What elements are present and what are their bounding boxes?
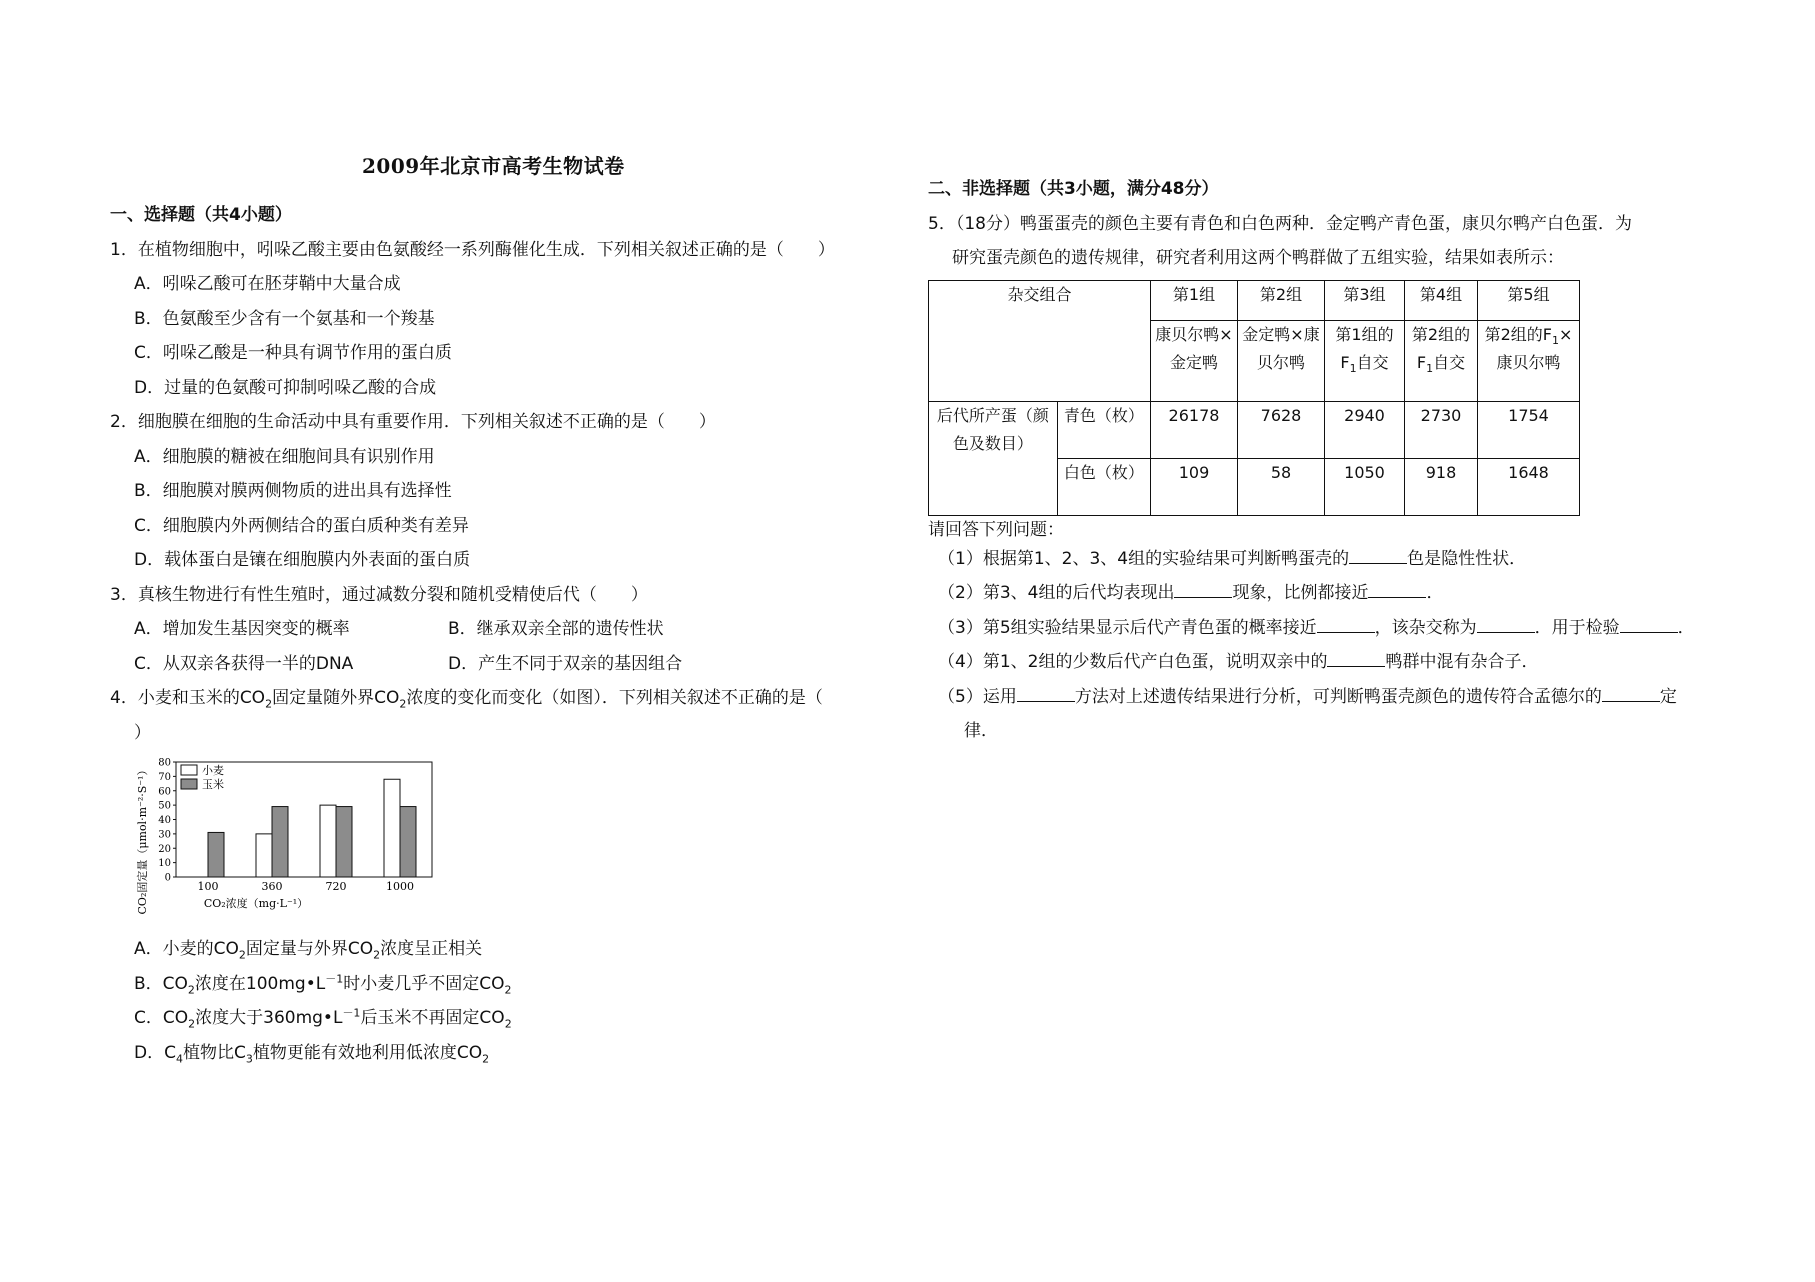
text: C．CO [134, 1008, 189, 1028]
q4-stem-part: 4．小麦和玉米的CO [110, 688, 266, 708]
sub-question-5-cont: 律． [964, 721, 998, 741]
y-tick-label: 0 [164, 872, 171, 884]
answer-blank[interactable] [1368, 579, 1426, 598]
subscript: 1 [1426, 362, 1434, 376]
q3-stem: 3．真核生物进行有性生殖时，通过减数分裂和随机受精使后代（ ） [110, 584, 648, 605]
q2-option-b: B．细胞膜对膜两侧物质的进出具有选择性 [134, 481, 452, 501]
text: 浓度呈正相关 [380, 939, 483, 959]
legend-swatch [181, 765, 197, 775]
answer-blank[interactable] [1620, 614, 1678, 633]
y-tick-label: 40 [158, 815, 171, 826]
answer-blank[interactable] [1349, 545, 1407, 564]
table-group-5: 第5组 [1478, 280, 1580, 321]
table-cell: 7628 [1238, 401, 1325, 458]
q3-option-c: C．从双亲各获得一半的DNA [134, 653, 354, 674]
right-column [928, 172, 1718, 749]
chart-svg [134, 752, 454, 932]
table-bai-label: 白色（枚） [1057, 458, 1150, 515]
answer-blank[interactable] [1317, 614, 1375, 633]
q4-option-a [110, 932, 900, 967]
q1-option-d: D．过量的色氨酸可抑制吲哚乙酸的合成 [134, 377, 437, 398]
answer-blank[interactable] [1602, 683, 1660, 702]
text: ，该杂交称为 [1374, 617, 1477, 638]
text: 固定量与外界CO [245, 939, 374, 959]
q2-option-d: D．载体蛋白是镶在细胞膜内外表面的蛋白质 [134, 550, 471, 570]
left-column [110, 198, 900, 1070]
table-qing-label: 青色（枚） [1057, 401, 1150, 458]
superscript: －1 [342, 1006, 361, 1020]
subscript: 2 [504, 1017, 512, 1031]
answer-blank[interactable] [1477, 614, 1535, 633]
table-cell: 918 [1405, 458, 1478, 515]
q4-stem [110, 681, 900, 716]
legend-label: 小麦 [202, 764, 224, 777]
q4-stem-part: 固定量随外界CO [272, 688, 400, 708]
text: ． [1426, 583, 1444, 603]
table-cross-2: 金定鸭×康贝尔鸭 [1238, 321, 1325, 401]
q1-option-a: A．吲哚乙酸可在胚芽鞘中大量合成 [134, 274, 401, 294]
table-cross-5 [1478, 321, 1580, 401]
text: 方法对上述遗传结果进行分析，可判断鸭蛋壳颜色的遗传符合孟德尔的 [1074, 686, 1602, 707]
table-cell: 109 [1151, 458, 1238, 515]
q1-option-b: B．色氨酸至少含有一个氨基和一个羧基 [134, 308, 435, 329]
bar-chart [134, 752, 454, 932]
table-row-qing [929, 401, 1580, 458]
text: 第1组的F [1335, 325, 1394, 373]
subscript: 2 [188, 1017, 196, 1031]
text: 鸭群中混有杂合子． [1385, 652, 1539, 672]
subscript: 2 [482, 1051, 490, 1065]
text: （2）第3、4组的后代均表现出 [938, 583, 1175, 603]
table-cell: 26178 [1151, 401, 1238, 458]
q2-stem: 2．细胞膜在细胞的生命活动中具有重要作用．下列相关叙述不正确的是（ ） [110, 412, 716, 432]
q3-options-row1 [110, 612, 900, 647]
q1-option-c: C．吲哚乙酸是一种具有调节作用的蛋白质 [134, 343, 452, 363]
text: ×康贝尔鸭 [1496, 325, 1573, 373]
y-tick-label: 20 [158, 843, 171, 855]
section2-heading: 二、非选择题（共3小题，满分48分） [928, 179, 1219, 199]
subscript: 2 [187, 982, 195, 996]
table-cell: 58 [1238, 458, 1325, 515]
q3-options-row2 [110, 647, 900, 682]
text: 第2组的F [1411, 325, 1471, 373]
text: ． [1677, 617, 1695, 638]
answer-blank[interactable] [1327, 648, 1385, 667]
sub-question-1 [928, 542, 1718, 577]
q5-stem-line2: 研究蛋壳颜色的遗传规律，研究者利用这两个鸭群做了五组实验，结果如表所示： [952, 248, 1564, 268]
legend-label: 玉米 [202, 778, 224, 791]
table-group-2: 第2组 [1238, 280, 1325, 321]
text: 时小麦几乎不固定CO [343, 973, 505, 994]
x-axis-label: CO₂浓度（mg·L⁻¹） [203, 897, 309, 910]
sub-question-4 [928, 645, 1718, 680]
table-cell: 2730 [1405, 401, 1478, 458]
q4-option-c [110, 1001, 900, 1036]
q3-option-d: D．产生不同于双亲的基因组合 [448, 653, 683, 674]
bar-玉米 [208, 832, 224, 877]
y-tick-label: 80 [158, 757, 171, 769]
text: （4）第1、2组的少数后代产白色蛋，说明双亲中的 [938, 652, 1328, 672]
text: 自交 [1356, 353, 1389, 373]
y-tick-label: 30 [158, 829, 171, 841]
text: 色是隐性性状． [1407, 548, 1527, 569]
table-group-3: 第3组 [1325, 280, 1405, 321]
text: 植物更能有效地利用低浓度CO [252, 1042, 483, 1063]
subscript: 2 [399, 697, 407, 711]
q3-option-b: B．继承双亲全部的遗传性状 [448, 619, 664, 639]
text: A．小麦的CO [134, 939, 239, 959]
y-tick-label: 10 [158, 858, 171, 870]
q4-option-d [110, 1036, 900, 1071]
text: B．CO [134, 973, 188, 994]
section1-heading: 一、选择题（共4小题） [110, 205, 292, 225]
x-tick-label: 720 [325, 880, 347, 893]
bar-玉米 [272, 807, 288, 877]
text: 浓度大于360mg•L [195, 1008, 343, 1028]
table-cross-1: 康贝尔鸭×金定鸭 [1151, 321, 1238, 401]
subscript: 1 [1551, 334, 1559, 348]
sub-question-2 [928, 576, 1718, 611]
table-cell: 2940 [1325, 401, 1405, 458]
bar-玉米 [336, 807, 352, 877]
bar-小麦 [256, 834, 272, 877]
table-cross-3 [1325, 321, 1405, 401]
text: 自交 [1433, 353, 1466, 373]
subscript: 1 [1349, 362, 1357, 376]
y-tick-label: 70 [158, 771, 171, 783]
y-tick-label: 50 [158, 800, 171, 812]
text: （5）运用 [938, 686, 1017, 707]
q4-stem-end: ） [134, 722, 151, 743]
answer-blank[interactable] [1174, 579, 1232, 598]
bar-小麦 [384, 779, 400, 877]
q3-option-a: A．增加发生基因突变的概率 [134, 619, 350, 639]
text: 第2组的F [1484, 325, 1552, 345]
y-axis-label: CO₂固定量（μmol·m⁻²·S⁻¹） [136, 764, 149, 915]
subscript: 2 [373, 948, 381, 962]
answer-blank[interactable] [1017, 683, 1075, 702]
table-group-4: 第4组 [1405, 280, 1478, 321]
page-title: 2009年北京市高考生物试卷 [362, 154, 625, 178]
q2-option-a: A．细胞膜的糖被在细胞间具有识别作用 [134, 446, 435, 467]
text: （3）第5组实验结果显示后代产青色蛋的概率接近 [938, 617, 1317, 638]
q4-option-b [110, 967, 900, 1002]
subscript: 3 [245, 1051, 253, 1065]
q5-stem-line1: 5．（18分）鸭蛋蛋壳的颜色主要有青色和白色两种．金定鸭产青色蛋，康贝尔鸭产白色蛋．为 [928, 213, 1632, 234]
table-cell: 1050 [1325, 458, 1405, 515]
bar-玉米 [400, 807, 416, 877]
superscript: －1 [325, 971, 344, 985]
answer-prompt: 请回答下列问题： [928, 519, 1064, 540]
table-row-label: 后代所产蛋（颜色及数目） [929, 401, 1058, 515]
subscript: 2 [265, 697, 273, 711]
bar-小麦 [320, 805, 336, 877]
x-tick-label: 100 [197, 880, 219, 893]
subscript: 2 [504, 982, 512, 996]
y-tick-label: 60 [158, 786, 171, 798]
sub-question-5 [928, 680, 1718, 715]
subscript: 2 [238, 948, 246, 962]
text: D．C [134, 1042, 176, 1063]
table-corner: 杂交组合 [929, 280, 1151, 401]
q4-stem-part: 浓度的变化而变化（如图）．下列相关叙述不正确的是（ [406, 688, 823, 708]
text: 定 [1659, 686, 1677, 707]
x-tick-label: 360 [261, 880, 283, 893]
text: 后玉米不再固定CO [360, 1008, 505, 1028]
results-table [928, 280, 1580, 516]
q2-option-c: C．细胞膜内外两侧结合的蛋白质种类有差异 [134, 515, 469, 536]
sub-question-3 [928, 611, 1718, 646]
table-group-1: 第1组 [1151, 280, 1238, 321]
table-header-row [929, 280, 1580, 321]
table-cross-4 [1405, 321, 1478, 401]
table-cell: 1754 [1478, 401, 1580, 458]
text: 现象，比例都接近 [1232, 583, 1369, 603]
text: （1）根据第1、2、3、4组的实验结果可判断鸭蛋壳的 [938, 548, 1350, 569]
text: ．用于检验 [1534, 617, 1620, 638]
x-tick-label: 1000 [386, 880, 414, 893]
q1-stem: 1．在植物细胞中，吲哚乙酸主要由色氨酸经一系列酶催化生成．下列相关叙述正确的是（ ） [110, 239, 835, 260]
text: 植物比C [182, 1042, 246, 1063]
text: 浓度在100mg•L [194, 973, 326, 994]
subscript: 4 [175, 1051, 183, 1065]
legend-swatch [181, 779, 197, 789]
table-cell: 1648 [1478, 458, 1580, 515]
